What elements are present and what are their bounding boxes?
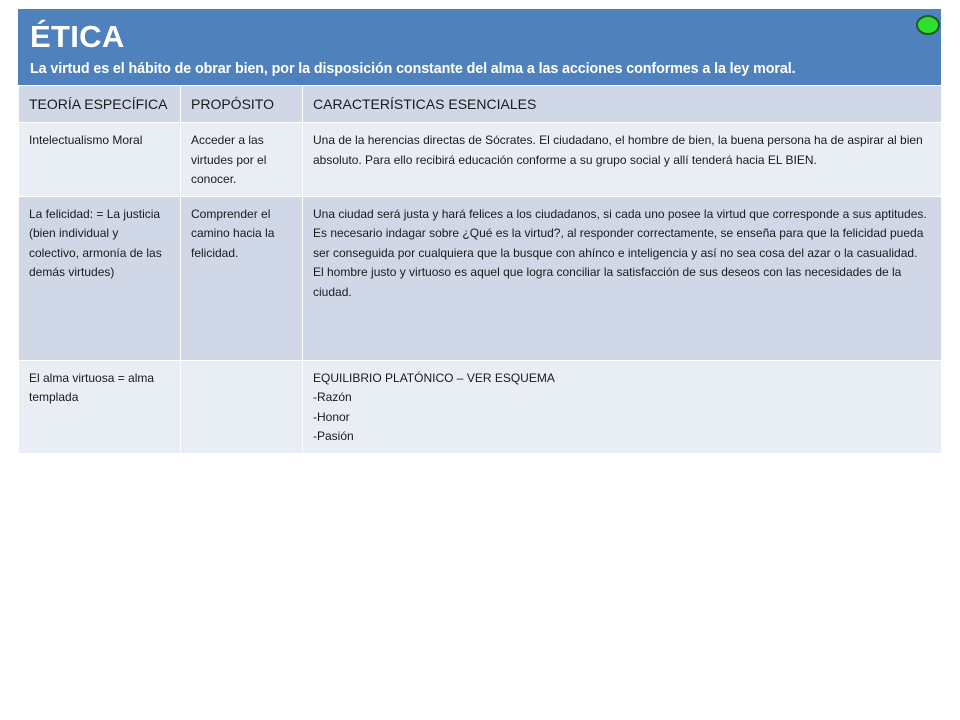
column-header-proposito: PROPÓSITO bbox=[181, 86, 303, 123]
cell-proposito: Comprender el camino hacia la felicidad. bbox=[181, 196, 303, 360]
characteristic-text: EQUILIBRIO PLATÓNICO – VER ESQUEMA bbox=[313, 370, 555, 385]
characteristic-text: Una de la herencias directas de Sócrates. El ciudadano, el hombre de bien, la buena persona ha de aspirar al bien absoluto. Para ello recibirá educación conforme a su grupo social y allí tenderá hacia EL BIEN. bbox=[313, 133, 923, 167]
characteristic-text: -Razón bbox=[313, 390, 352, 404]
page-title: ÉTICA bbox=[30, 19, 125, 54]
table-row bbox=[19, 123, 942, 197]
characteristic-text: -Honor bbox=[313, 409, 350, 424]
column-header-caracteristicas: CARACTERÍSTICAS ESENCIALES bbox=[303, 86, 942, 123]
cell-caracteristicas bbox=[303, 196, 942, 360]
cell-teoria: Intelectualismo Moral bbox=[19, 123, 181, 197]
cell-proposito: Acceder a las virtudes por el conocer. bbox=[181, 123, 303, 197]
cell-caracteristicas bbox=[303, 123, 942, 197]
ethics-table bbox=[18, 85, 942, 454]
table-row bbox=[19, 196, 942, 360]
column-header-teoria: TEORÍA ESPECÍFICA bbox=[19, 86, 181, 123]
characteristic-text: Una ciudad será justa y hará felices a los ciudadanos, si cada uno posee la virtud que corresponde a sus aptitudes. bbox=[313, 206, 927, 221]
page-subtitle: La virtud es el hábito de obrar bien, por la disposición constante del alma a las acciones conformes a la ley moral. bbox=[30, 61, 796, 77]
characteristic-text: Es necesario indagar sobre ¿Qué es la virtud?, al responder correctamente, se enseña para que la felicidad pueda ser conseguida por cualquiera que la busque con ahínco e inteligencia y así no sea cosa del azar o la casualidad. bbox=[313, 226, 924, 260]
characteristic-text: -Pasión bbox=[313, 429, 354, 443]
cell-proposito bbox=[181, 360, 303, 453]
status-indicator-icon[interactable] bbox=[916, 15, 940, 35]
characteristic-text: El hombre justo y virtuoso es aquel que logra conciliar la satisfacción de sus deseos con las necesidades de la ciudad. bbox=[313, 265, 902, 299]
cell-caracteristicas bbox=[303, 360, 942, 453]
table-row bbox=[19, 360, 942, 453]
table-header-row bbox=[19, 86, 942, 123]
cell-teoria: El alma virtuosa = alma templada bbox=[19, 360, 181, 453]
cell-teoria: La felicidad: = La justicia (bien individual y colectivo, armonía de las demás virtudes) bbox=[19, 196, 181, 360]
title-banner bbox=[18, 9, 941, 85]
